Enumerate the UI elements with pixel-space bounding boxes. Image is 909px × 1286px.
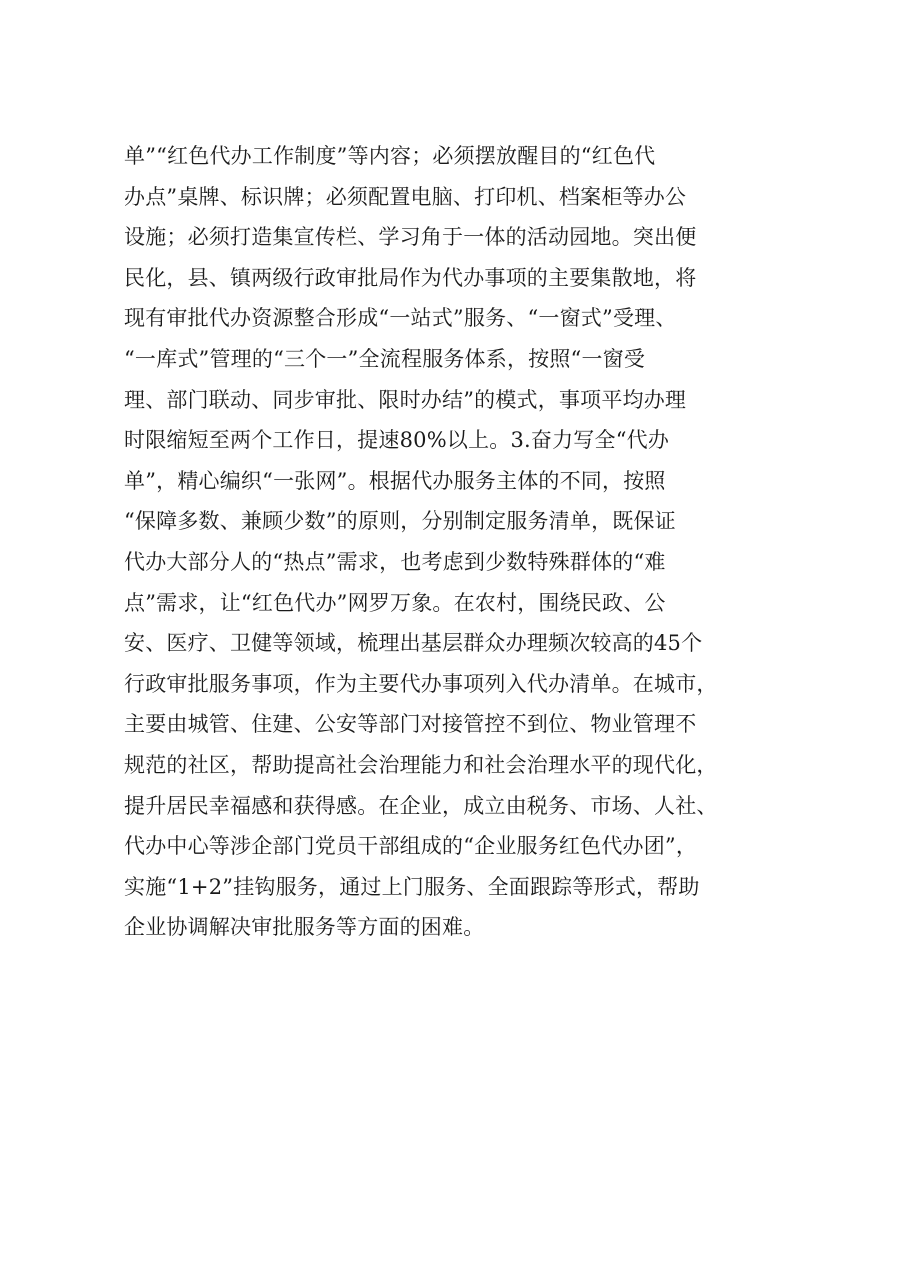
text-line: 规范的社区，帮助提高社会治理能力和社会治理水平的现代化， — [124, 752, 718, 777]
text-line: 代办中心等涉企部门党员干部组成的“企业服务红色代办团”， — [124, 834, 698, 859]
text-line: 企业协调解决审批服务等方面的困难。 — [124, 915, 485, 940]
body-paragraph — [124, 136, 824, 948]
text-line: 民化，县、镇两级行政审批局作为代办事项的主要集散地，将 — [124, 265, 697, 290]
text-line: “保障多数、兼顾少数”的原则，分别制定服务清单，既保证 — [124, 509, 676, 534]
text-line: 理、部门联动、同步审批、限时办结”的模式，事项平均办理 — [124, 387, 687, 412]
text-line: 安、医疗、卫健等领域，梳理出基层群众办理频次较高的45个 — [124, 631, 703, 656]
text-line: 单”“红色代办工作制度”等内容；必须摆放醒目的“红色代 — [124, 144, 656, 168]
text-line: 行政审批服务事项，作为主要代办事项列入代办清单。在城市， — [124, 671, 718, 696]
text-line: 主要由城管、住建、公安等部门对接管控不到位、物业管理不 — [124, 712, 697, 737]
text-line: 单”，精心编织“一张网”。根据代办服务主体的不同，按照 — [124, 468, 666, 493]
text-line: 时限缩短至两个工作日，提速80%以上。3.奋力写全“代办 — [124, 428, 670, 453]
text-line: 提升居民幸福感和获得感。在企业，成立由税务、市场、人社、 — [124, 793, 718, 818]
text-line: 实施“1+2”挂钩服务，通过上门服务、全面跟踪等形式，帮助 — [124, 874, 700, 899]
text-line: 设施；必须打造集宣传栏、学习角于一体的活动园地。突出便 — [124, 225, 697, 250]
text-line: 现有审批代办资源整合形成“一站式”服务、“一窗式”受理、 — [124, 306, 677, 331]
text-line: 代办大部分人的“热点”需求，也考虑到少数特殊群体的“难 — [124, 549, 666, 574]
text-line: 点”需求，让“红色代办”网罗万象。在农村，围绕民政、公 — [124, 590, 666, 615]
text-line: “一库式”管理的“三个一”全流程服务体系，按照“一窗受 — [124, 346, 646, 371]
text-line: 办点”桌牌、标识牌；必须配置电脑、打印机、档案柜等办公 — [124, 184, 687, 209]
